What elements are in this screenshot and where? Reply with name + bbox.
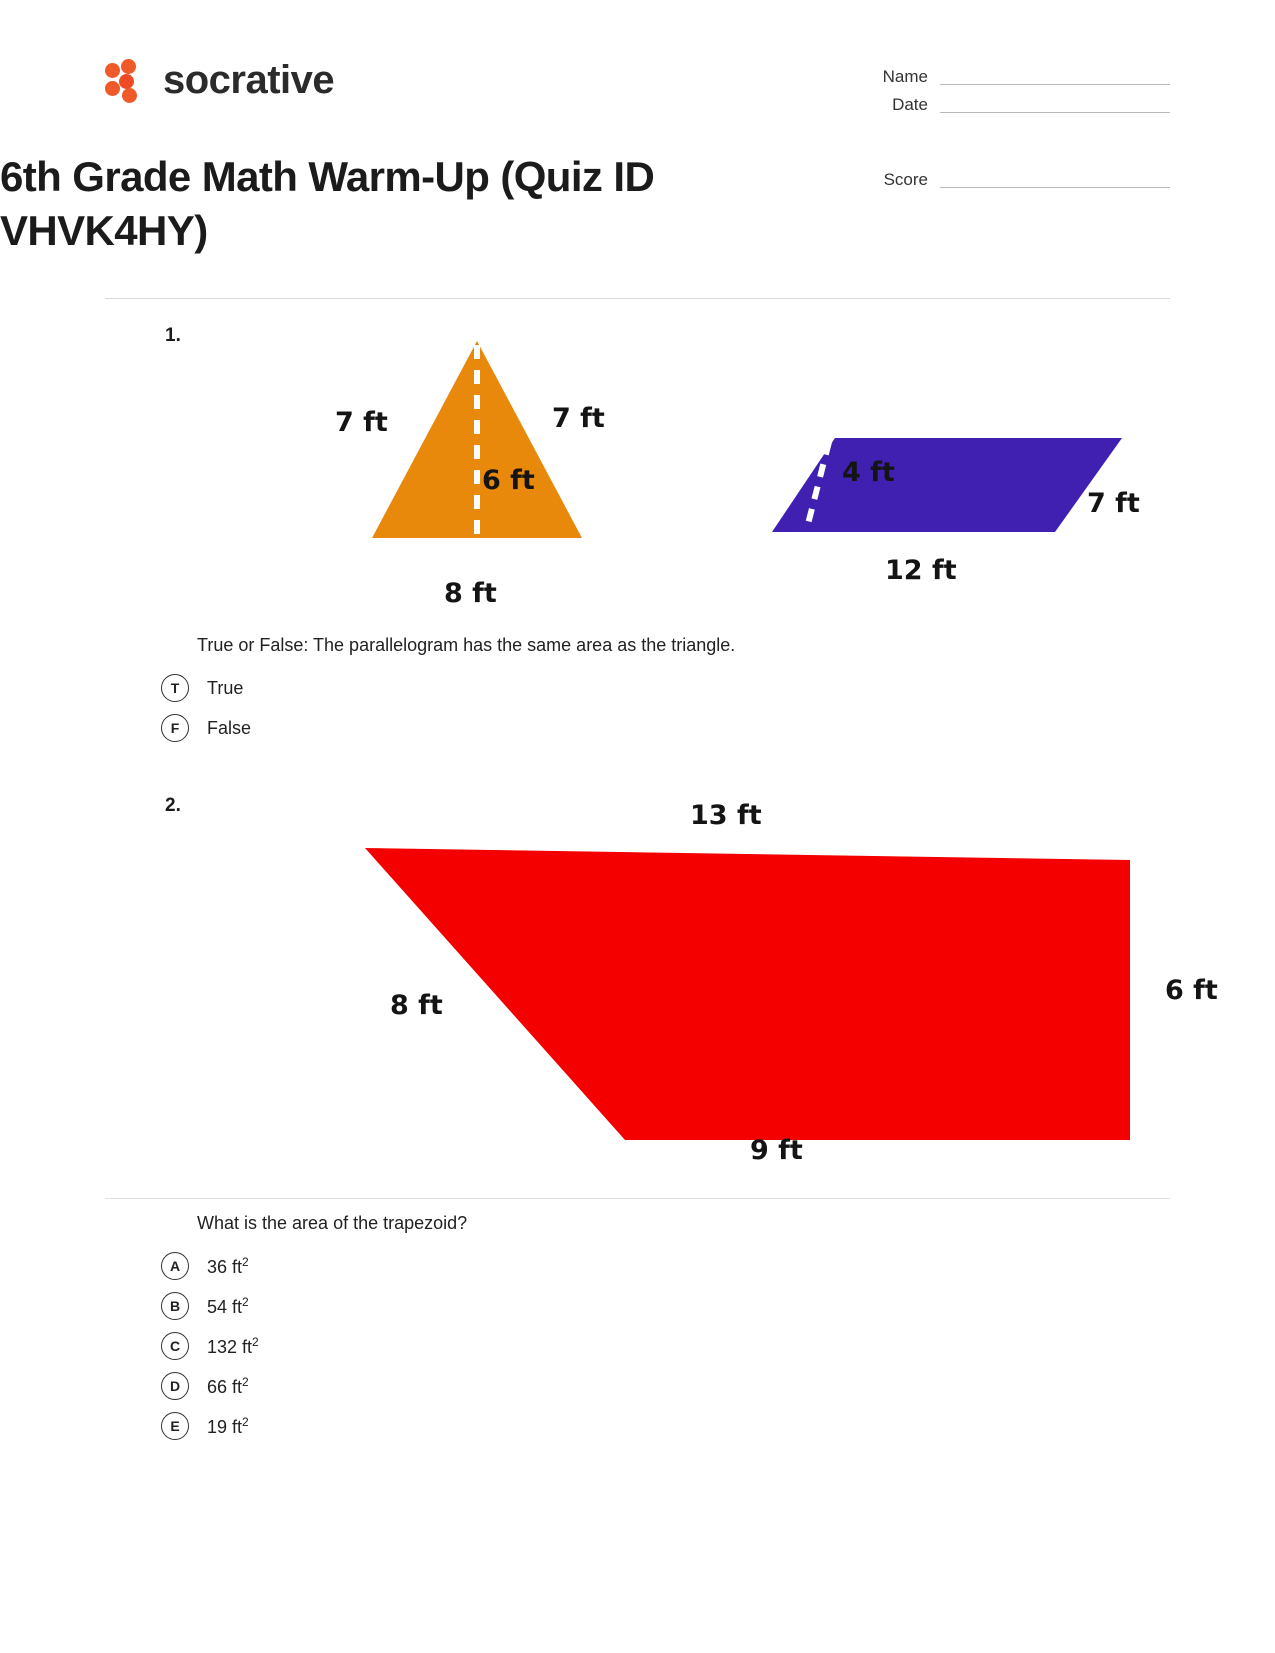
date-field-row — [840, 96, 1170, 113]
parallelogram-height-label: 4 ft — [842, 457, 895, 488]
choice-bubble-f[interactable]: F — [161, 714, 189, 742]
trapezoid-left-label: 8 ft — [390, 990, 443, 1021]
choice-bubble-e[interactable]: E — [161, 1412, 189, 1440]
choice-e-value: 19 ft — [207, 1416, 243, 1437]
choice-e-exponent: 2 — [242, 1414, 249, 1429]
question-2-figure — [135, 790, 1218, 1190]
trapezoid-right-label: 6 ft — [1165, 975, 1218, 1006]
choice-b-exponent: 2 — [242, 1294, 249, 1309]
parallelogram-side-label: 7 ft — [1087, 488, 1140, 519]
question-1-number: 1. — [165, 325, 181, 346]
choice-bubble-a[interactable]: A — [161, 1252, 189, 1280]
choice-c-value: 132 ft — [207, 1336, 253, 1357]
choice-a-value: 36 ft — [207, 1256, 243, 1277]
triangle-left-label: 7 ft — [335, 407, 388, 438]
brand-name: socrative — [163, 58, 335, 102]
question-1 — [105, 325, 1170, 748]
name-field-row — [840, 68, 1170, 85]
question-1-figure — [197, 325, 1170, 635]
choice-true[interactable] — [105, 668, 1170, 708]
choice-label-false: False — [207, 717, 252, 738]
choice-d-value: 66 ft — [207, 1376, 243, 1397]
choice-label-e — [207, 1415, 249, 1438]
parallelogram-base-label: 12 ft — [885, 555, 957, 586]
choice-false[interactable] — [105, 708, 1170, 748]
socrative-logo — [105, 58, 334, 103]
choice-bubble-b[interactable]: B — [161, 1292, 189, 1320]
choice-b[interactable] — [105, 1286, 1170, 1326]
choice-a-exponent: 2 — [242, 1254, 249, 1269]
choice-bubble-d[interactable]: D — [161, 1372, 189, 1400]
choice-b-value: 54 ft — [207, 1296, 243, 1317]
choice-label-b — [207, 1295, 249, 1318]
question-1-choices — [105, 668, 1170, 748]
page-header — [105, 0, 1170, 189]
question-1-prompt: True or False: The parallelogram has the same area as the triangle. — [197, 635, 736, 655]
triangle-base-label: 8 ft — [444, 578, 497, 609]
choice-label-true: True — [207, 677, 244, 698]
title-block — [0, 150, 740, 258]
question-2-number: 2. — [165, 795, 181, 816]
question-2-choices — [105, 1246, 1170, 1446]
choice-d[interactable] — [105, 1366, 1170, 1406]
trapezoid-bottom-label: 9 ft — [750, 1135, 803, 1166]
choice-c-exponent: 2 — [252, 1334, 259, 1349]
date-label: Date — [892, 95, 928, 114]
choice-bubble-c[interactable]: C — [161, 1332, 189, 1360]
choice-label-c — [207, 1335, 259, 1358]
choice-label-d — [207, 1375, 249, 1398]
choice-label-a — [207, 1255, 249, 1278]
choice-a[interactable] — [105, 1246, 1170, 1286]
header-divider — [105, 298, 1170, 299]
page-title: 6th Grade Math Warm-Up (Quiz ID VHVK4HY) — [0, 153, 655, 254]
score-input-line[interactable] — [940, 171, 1170, 188]
name-input-line[interactable] — [940, 68, 1170, 85]
student-meta — [840, 68, 1170, 199]
question-2-divider — [105, 1198, 1170, 1199]
question-2 — [105, 790, 1218, 1446]
score-field-row — [840, 171, 1170, 188]
triangle-height-label: 6 ft — [482, 465, 535, 496]
question-2-prompt: What is the area of the trapezoid? — [197, 1213, 468, 1233]
name-label: Name — [882, 67, 928, 86]
choice-e[interactable] — [105, 1406, 1170, 1446]
trapezoid-top-label: 13 ft — [690, 800, 762, 831]
trapezoid-shape — [205, 800, 1205, 1200]
date-input-line[interactable] — [940, 96, 1170, 113]
score-label: Score — [883, 170, 928, 189]
choice-d-exponent: 2 — [242, 1374, 249, 1389]
socrative-logo-icon — [105, 59, 149, 103]
choice-c[interactable] — [105, 1326, 1170, 1366]
triangle-right-label: 7 ft — [552, 403, 605, 434]
choice-bubble-t[interactable]: T — [161, 674, 189, 702]
triangle-shape — [307, 333, 607, 563]
